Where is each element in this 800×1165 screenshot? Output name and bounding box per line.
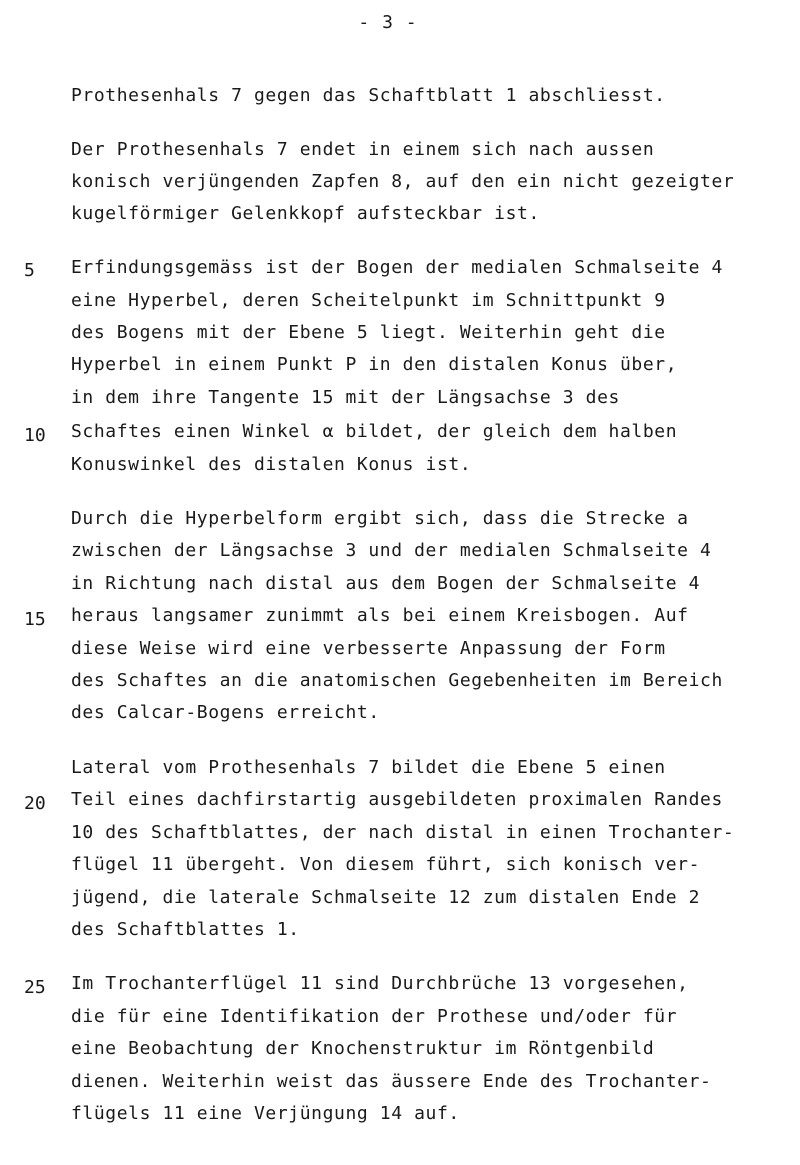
text-line: heraus langsamer zunimmt als bei einem Kreisbogen. Auf (71, 605, 689, 626)
text-line: diese Weise wird eine verbesserte Anpassung der Form (71, 638, 666, 659)
line-number: 5 (24, 260, 35, 281)
line-number: 20 (24, 793, 46, 814)
text-line: flügels 11 eine Verjüngung 14 auf. (71, 1103, 460, 1124)
text-line: eine Hyperbel, deren Scheitelpunkt im Schnittpunkt 9 (71, 290, 666, 311)
line-number: 15 (24, 609, 46, 630)
text-line: Im Trochanterflügel 11 sind Durchbrüche 13 vorgesehen, (71, 973, 689, 994)
text-line: zwischen der Längsachse 3 und der medialen Schmalseite 4 (71, 540, 712, 561)
text-line: in dem ihre Tangente 15 mit der Längsachse 3 des (71, 387, 620, 408)
text-line: Prothesenhals 7 gegen das Schaftblatt 1 abschliesst. (71, 85, 666, 106)
text-line: Durch die Hyperbelform ergibt sich, dass die Strecke a (71, 508, 689, 529)
text-line: konisch verjüngenden Zapfen 8, auf den ein nicht gezeigter (71, 171, 735, 192)
text-line: des Schaftblattes 1. (71, 919, 300, 940)
text-line: 10 des Schaftblattes, der nach distal in einen Trochanter- (71, 822, 735, 843)
text-line: des Schaftes an die anatomischen Gegebenheiten im Bereich (71, 670, 723, 691)
text-line: Teil eines dachfirstartig ausgebildeten proximalen Randes (71, 789, 723, 810)
text-line: kugelförmiger Gelenkkopf aufsteckbar ist. (71, 203, 540, 224)
text-line: Konuswinkel des distalen Konus ist. (71, 454, 472, 475)
line-number: 10 (24, 425, 46, 446)
text-line: die für eine Identifikation der Prothese und/oder für (71, 1006, 678, 1027)
text-line: jügend, die laterale Schmalseite 12 zum distalen Ende 2 (71, 887, 701, 908)
text-line: eine Beobachtung der Knochenstruktur im Röntgenbild (71, 1038, 655, 1059)
text-line: Hyperbel in einem Punkt P in den distalen Konus über, (71, 354, 678, 375)
text-line: Erfindungsgemäss ist der Bogen der medialen Schmalseite 4 (71, 257, 723, 278)
text-line: des Bogens mit der Ebene 5 liegt. Weiterhin geht die (71, 322, 666, 343)
text-line: in Richtung nach distal aus dem Bogen der Schmalseite 4 (71, 573, 701, 594)
text-line: Lateral vom Prothesenhals 7 bildet die Ebene 5 einen (71, 757, 666, 778)
text-line: Der Prothesenhals 7 endet in einem sich nach aussen (71, 139, 655, 160)
page-number: - 3 - (358, 12, 418, 33)
text-line: flügel 11 übergeht. Von diesem führt, sich konisch ver- (71, 854, 701, 875)
line-number: 25 (24, 977, 46, 998)
text-line: Schaftes einen Winkel α bildet, der gleich dem halben (71, 421, 678, 442)
text-line: dienen. Weiterhin weist das äussere Ende des Trochanter- (71, 1071, 712, 1092)
text-line: des Calcar-Bogens erreicht. (71, 702, 380, 723)
